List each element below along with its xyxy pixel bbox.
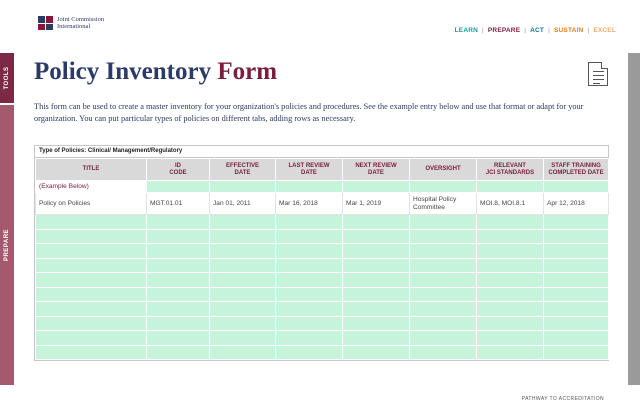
column-header: STAFF TRAINING COMPLETED DATE [544, 159, 609, 181]
table-cell[interactable] [147, 215, 210, 230]
table-cell[interactable] [36, 229, 147, 244]
table-cell[interactable]: Mar 16, 2018 [276, 193, 343, 215]
table-cell[interactable] [36, 215, 147, 230]
table-cell[interactable] [210, 316, 276, 331]
table-cell[interactable] [544, 316, 609, 331]
table-cell[interactable] [544, 229, 609, 244]
column-header: EFFECTIVE DATE [210, 159, 276, 181]
table-cell[interactable] [36, 331, 147, 346]
table-cell[interactable] [544, 215, 609, 230]
table-cell[interactable] [147, 345, 210, 360]
table-cell[interactable] [343, 244, 410, 259]
table-row [36, 302, 609, 317]
table-cell[interactable] [410, 215, 477, 230]
table-row [36, 316, 609, 331]
table-cell[interactable] [477, 215, 544, 230]
table-cell[interactable]: MOI.8, MOI.8.1 [477, 193, 544, 215]
table-cell[interactable] [276, 273, 343, 288]
table-cell[interactable] [147, 258, 210, 273]
jci-logo [38, 16, 104, 30]
document-icon[interactable] [588, 62, 608, 86]
table-cell[interactable] [210, 345, 276, 360]
table-cell[interactable] [210, 331, 276, 346]
side-tab-tools-label: TOOLS [4, 66, 10, 90]
table-cell[interactable] [147, 244, 210, 259]
example-row [36, 193, 609, 215]
table-cell[interactable] [147, 229, 210, 244]
table-cell[interactable] [36, 345, 147, 360]
table-cell[interactable] [410, 244, 477, 259]
table-cell[interactable] [147, 273, 210, 288]
table-cell[interactable] [36, 302, 147, 317]
nav-separator: | [524, 27, 527, 34]
table-cell[interactable] [544, 302, 609, 317]
nav-separator: | [587, 27, 590, 34]
side-tab-prepare-label: PREPARE [4, 228, 10, 262]
column-header: TITLE [36, 159, 147, 181]
table-cell[interactable] [276, 345, 343, 360]
table-cell[interactable] [477, 181, 544, 193]
table-cell[interactable] [544, 181, 609, 193]
page-title [34, 58, 277, 86]
table-row [36, 331, 609, 346]
table-cell[interactable] [210, 302, 276, 317]
policy-inventory-table [34, 145, 609, 361]
intro-text: This form can be used to create a master inventory for your organization's policies and procedures. See the example entry below and use that format or adapt for your organization. You can put particular types of policies on different tabs, adding rows as necessary. [34, 102, 584, 123]
table-cell[interactable] [410, 302, 477, 317]
table-cell[interactable] [410, 345, 477, 360]
table-cell[interactable]: MGT.01.01 [147, 193, 210, 215]
example-label: (Example Below) [36, 181, 147, 193]
table-row [36, 345, 609, 360]
table-cell[interactable] [147, 302, 210, 317]
table-cell[interactable] [343, 316, 410, 331]
table-cell[interactable] [36, 287, 147, 302]
table-cell[interactable] [276, 302, 343, 317]
column-header: NEXT REVIEW DATE [343, 159, 410, 181]
table-cell[interactable] [210, 244, 276, 259]
table-cell[interactable] [276, 215, 343, 230]
page-title-accent: Form [217, 58, 278, 85]
table-row [36, 273, 609, 288]
example-label-row [36, 181, 609, 193]
table-cell[interactable] [36, 244, 147, 259]
table-cell[interactable] [477, 229, 544, 244]
table-cell[interactable] [147, 331, 210, 346]
table-cell[interactable] [36, 273, 147, 288]
table-cell[interactable] [410, 273, 477, 288]
table-cell[interactable] [544, 345, 609, 360]
table-cell[interactable] [36, 258, 147, 273]
table-cell[interactable] [410, 181, 477, 193]
table-cell[interactable] [343, 345, 410, 360]
table-cell[interactable] [343, 229, 410, 244]
table-cell[interactable] [147, 316, 210, 331]
table-cell[interactable] [410, 229, 477, 244]
table-cell[interactable]: Policy on Policies [36, 193, 147, 215]
table-cell[interactable] [210, 181, 276, 193]
table-cell[interactable] [477, 244, 544, 259]
table-cell[interactable] [343, 287, 410, 302]
column-header: OVERSIGHT [410, 159, 477, 181]
table-row [36, 229, 609, 244]
table-cell[interactable] [410, 331, 477, 346]
nav-separator: | [482, 27, 484, 34]
table-cell[interactable] [477, 331, 544, 346]
table-header-row [36, 159, 609, 181]
table-cell[interactable] [410, 258, 477, 273]
table-cell[interactable]: Hospital Policy Committee [410, 193, 477, 215]
side-tab-tools[interactable] [0, 53, 14, 103]
table-cell[interactable] [276, 287, 343, 302]
nav-learn[interactable]: LEARN [454, 27, 478, 34]
table-cell[interactable] [477, 258, 544, 273]
table-cell[interactable] [410, 316, 477, 331]
column-header: RELEVANT JCI STANDARDS [477, 159, 544, 181]
table-cell[interactable] [276, 229, 343, 244]
right-edge-bar [628, 53, 640, 385]
table-cell[interactable] [276, 181, 343, 193]
table-cell[interactable] [210, 215, 276, 230]
page-title-main: Policy Inventory [34, 58, 218, 85]
table-cell[interactable] [544, 273, 609, 288]
table-cell[interactable] [343, 215, 410, 230]
table-cell[interactable] [343, 331, 410, 346]
table-cell[interactable] [36, 316, 147, 331]
table-cell[interactable]: Mar 1, 2019 [343, 193, 410, 215]
nav-separator: | [548, 27, 550, 34]
table-cell[interactable] [210, 273, 276, 288]
table-cell[interactable] [544, 287, 609, 302]
table-cell[interactable] [276, 331, 343, 346]
policy-type-label: Type of Policies: Clinical/ Management/Regulatory [35, 146, 608, 158]
table-cell[interactable] [276, 244, 343, 259]
column-header: ID CODE [147, 159, 210, 181]
table-cell[interactable] [477, 273, 544, 288]
table-cell[interactable] [210, 258, 276, 273]
nav-excel[interactable]: EXCEL [593, 27, 616, 34]
table-cell[interactable] [544, 258, 609, 273]
table-cell[interactable] [544, 244, 609, 259]
table-cell[interactable] [210, 287, 276, 302]
table-cell[interactable] [147, 287, 210, 302]
table-cell[interactable] [210, 229, 276, 244]
table-row [36, 244, 609, 259]
table-cell[interactable] [477, 345, 544, 360]
nav-act[interactable]: ACT [530, 27, 545, 34]
table-cell[interactable] [343, 302, 410, 317]
table-cell[interactable]: Jan 01, 2011 [210, 193, 276, 215]
logo-line-1: Joint Commission [57, 16, 105, 23]
table-cell[interactable] [147, 181, 210, 193]
table-cell[interactable] [343, 258, 410, 273]
table-cell[interactable]: Apr 12, 2018 [544, 193, 609, 215]
footer-text: PATHWAY TO ACCREDITATION [521, 396, 604, 402]
table-cell[interactable] [477, 316, 544, 331]
table-row [36, 215, 609, 230]
nav-prepare[interactable]: PREPARE [487, 27, 521, 34]
table-cell[interactable] [276, 316, 343, 331]
table-cell[interactable] [276, 258, 343, 273]
logo-text [57, 16, 104, 30]
table-cell[interactable] [477, 302, 544, 317]
side-tab-prepare[interactable] [0, 105, 14, 385]
nav-sustain[interactable]: SUSTAIN [553, 27, 584, 34]
table-cell[interactable] [410, 287, 477, 302]
table-cell[interactable] [477, 287, 544, 302]
top-nav [455, 27, 616, 34]
table-cell[interactable] [343, 273, 410, 288]
column-header: LAST REVIEW DATE [276, 159, 343, 181]
table-row [36, 258, 609, 273]
logo-mark-icon [38, 16, 54, 30]
table-cell[interactable] [343, 181, 410, 193]
logo-line-2: International [57, 23, 91, 30]
table-cell[interactable] [544, 331, 609, 346]
table-row [36, 287, 609, 302]
